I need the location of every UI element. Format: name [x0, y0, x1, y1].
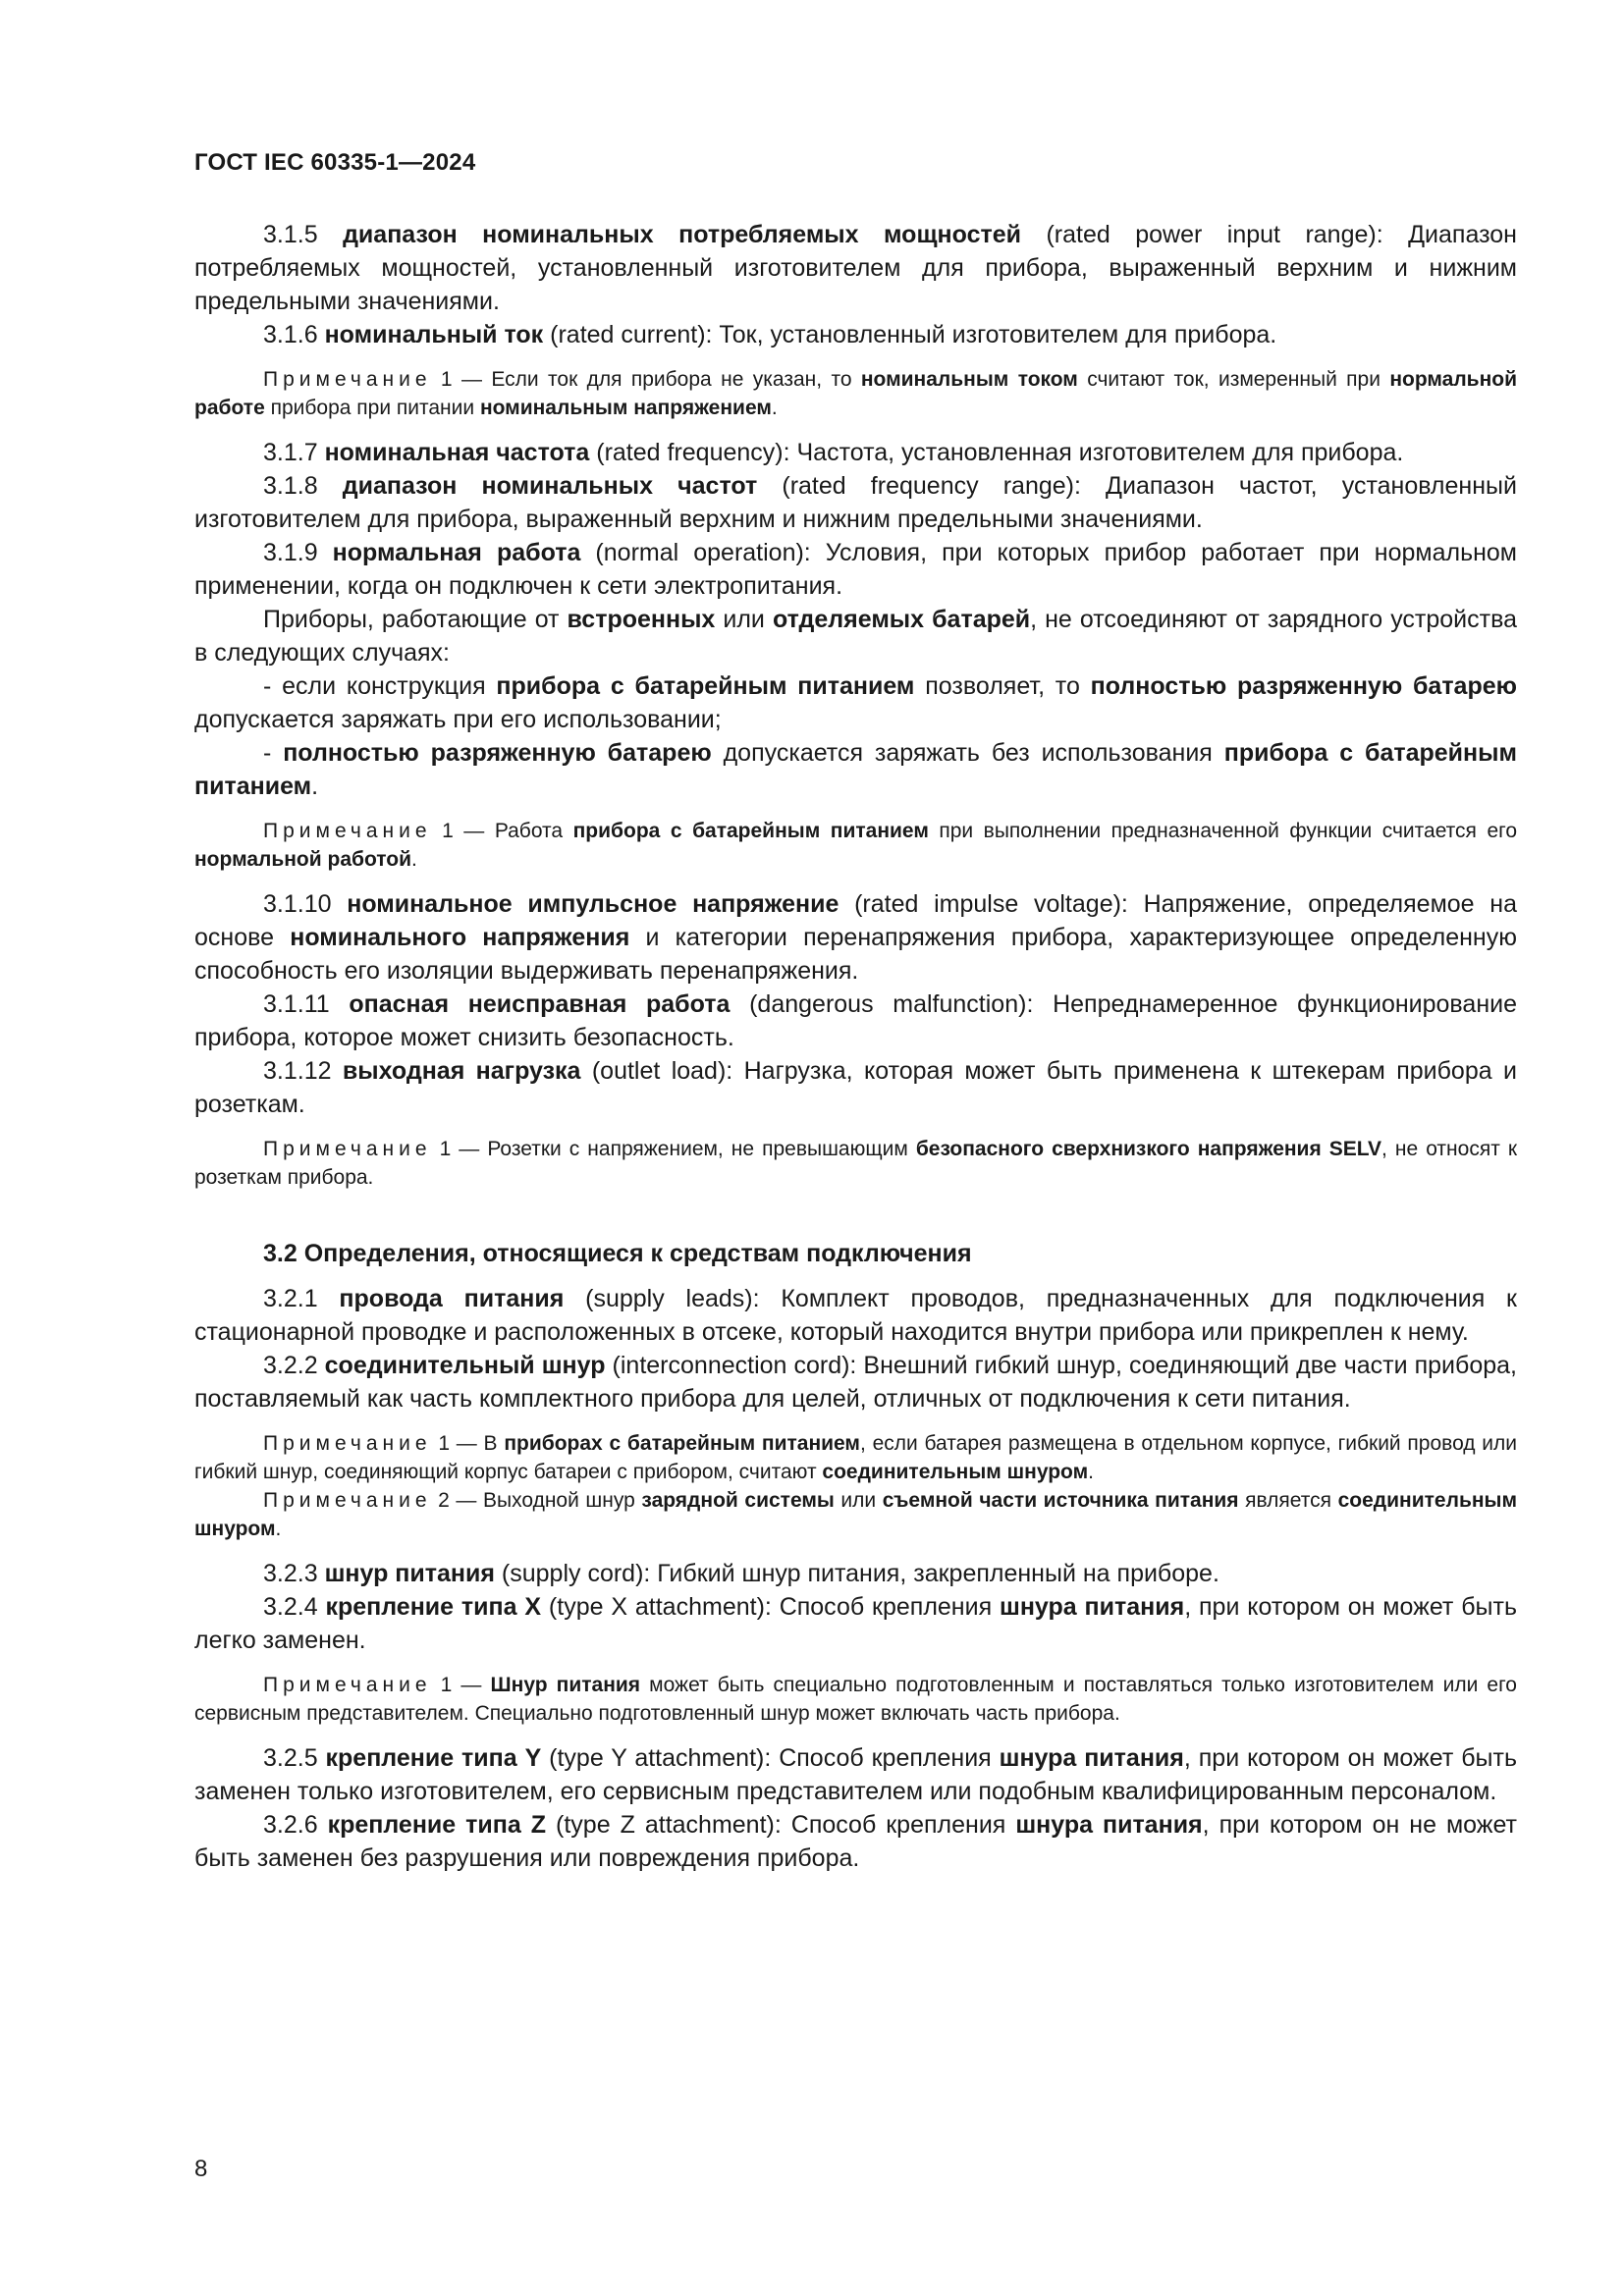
text-run: (rated frequency range): Диапазон частот, установленный изготовителем для прибора, выраженный верхним и нижним предельными значениями. [194, 472, 1517, 533]
text-run: Если ток для прибора не указан, то [491, 368, 861, 391]
text-run: (supply cord): Гибкий шнур питания, закрепленный на приборе. [494, 1560, 1219, 1587]
text-run: Работа [494, 820, 573, 842]
document-body [194, 218, 1517, 1875]
text-run: 3.2.2 [263, 1352, 325, 1379]
text-run: (rated frequency): Частота, установленная изготовителем для прибора. [589, 439, 1404, 466]
text-run: (interconnection cord): Внешний гибкий шнур, соединяющий две части прибора, поставляемый как часть комплектного прибора для целей, отличных от подключения к сети питания. [194, 1352, 1517, 1413]
definition-paragraph [194, 887, 1517, 988]
defined-term: прибора с батарейным питанием [496, 672, 915, 700]
text-run: - если конструкция [263, 672, 497, 700]
defined-term: номинальная частота [324, 439, 590, 466]
definition-paragraph [194, 1282, 1517, 1349]
note-number: 1 [431, 1138, 452, 1160]
text-run: 3.2.5 [263, 1744, 326, 1772]
text-run: В [483, 1432, 505, 1455]
text-run: 3.1.5 [263, 221, 344, 248]
defined-term: номинальное импульсное напряжение [347, 890, 839, 918]
text-run: 3.1.6 [263, 321, 325, 348]
defined-term: шнура питания [1015, 1811, 1203, 1839]
note-label: Примечание [263, 1432, 432, 1455]
text-run: 3.1.12 [263, 1057, 343, 1085]
note-label: Примечание [263, 820, 432, 842]
defined-term: шнура питания [999, 1744, 1184, 1772]
defined-term: прибора с батарейным питанием [194, 739, 1517, 800]
definition-paragraph [194, 218, 1517, 318]
note-number: 1 [431, 820, 454, 842]
text-run: Розетки с напряжением, не превышающим [487, 1138, 916, 1160]
note-paragraph: Примечание 1 — Розетки с напряжением, не превышающим безопасного сверхнизкого напряжения SELV, не относят к розеткам прибора. [194, 1138, 1518, 1189]
note-number: 1 [431, 1432, 451, 1455]
text-run: может быть специально подготовленным и поставляться только изготовителем или его сервисным представителем. Специально подготовленный шнур может включать часть прибора. [194, 1674, 1517, 1725]
defined-term: встроенных [567, 606, 716, 633]
definition-paragraph [194, 736, 1517, 803]
text-run: (dangerous malfunction): Непреднамеренное функционирование прибора, которое может снизить безопасность. [194, 990, 1517, 1051]
text-run: (rated impulse voltage): Напряжение, определяемое на основе [194, 890, 1518, 951]
defined-term: зарядной системы [641, 1489, 835, 1512]
defined-term: крепление типа X [325, 1593, 542, 1621]
note-number: 2 [431, 1489, 450, 1512]
defined-term: соединительным шнуром [822, 1461, 1089, 1483]
text-run: (rated power input range): Диапазон потребляемых мощностей, установленный изготовителем для прибора, выраженный верхним и нижним предельными значениями. [194, 221, 1517, 315]
defined-term: съемной части источника питания [882, 1489, 1239, 1512]
page-number: 8 [194, 2156, 208, 2182]
text-run: 3.2.3 [263, 1560, 325, 1587]
note-paragraph: Примечание 1 — Если ток для прибора не указан, то номинальным током считают ток, измеренный при нормальной работе прибора при питании номинальным напряжением. [194, 368, 1518, 419]
defined-term: соединительным шнуром [194, 1489, 1518, 1540]
text-run: или [715, 606, 773, 633]
section-heading: 3.2 Определения, относящиеся к средствам подключения [263, 1240, 972, 1267]
defined-term: номинального напряжения [290, 924, 630, 951]
defined-term: номинальный ток [324, 321, 544, 348]
note-label: Примечание [263, 1138, 432, 1160]
defined-term: шнур питания [324, 1560, 495, 1587]
defined-term: опасная неисправная работа [349, 990, 731, 1018]
text-run: , при котором он может быть легко заменен. [194, 1593, 1517, 1654]
note-paragraph: Примечание 1 — Шнур питания может быть специально подготовленным и поставляться только изготовителем или его сервисным представителем. Специально подготовленный шнур может включать часть прибора. [194, 1674, 1517, 1725]
defined-term: приборах с батарейным питанием [504, 1432, 860, 1455]
text-run: , не относят к розеткам прибора. [194, 1138, 1518, 1189]
note-number: 1 [431, 368, 453, 391]
text-run: (supply leads): Комплект проводов, предназначенных для подключения к стационарной проводке и расположенных в отсеке, который находится внутри прибора или прикреплен к нему. [194, 1285, 1517, 1346]
text-run: допускается заряжать без использования [711, 739, 1224, 767]
definition-paragraph [194, 1741, 1517, 1808]
text-run: прибора при питании [264, 397, 480, 419]
note-paragraph: Примечание 1 — Работа прибора с батарейным питанием при выполнении предназначенной функции считается его нормальной работой. [194, 820, 1517, 871]
definition-paragraph [194, 1054, 1517, 1121]
defined-term: выходная нагрузка [342, 1057, 581, 1085]
text-run: и категории перенапряжения прибора, характеризующее определенную способность его изоляции выдерживать перенапряжения. [194, 924, 1517, 985]
note-label: Примечание [263, 368, 432, 391]
document-header-title: ГОСТ IEC 60335-1—2024 [194, 149, 476, 176]
text-run: , если батарея размещена в отдельном корпусе, гибкий провод или гибкий шнур, соединяющий корпус батареи с прибором, считают [194, 1432, 1518, 1483]
defined-term: диапазон номинальных потребляемых мощностей [343, 221, 1022, 248]
note-paragraph: Примечание 2 — Выходной шнур зарядной системы или съемной части источника питания является соединительным шнуром. [194, 1489, 1518, 1540]
text-run: при выполнении предназначенной функции считается его [928, 820, 1517, 842]
defined-term: крепление типа Z [327, 1811, 547, 1839]
text-run: Приборы, работающие от [263, 606, 568, 633]
text-run: (normal operation): Условия, при которых прибор работает при нормальном применении, когда он подключен к сети электропитания. [194, 539, 1517, 600]
text-run: . [1088, 1461, 1094, 1483]
text-run: 3.2.6 [263, 1811, 328, 1839]
text-run: , при котором он может быть заменен только изготовителем, его сервисным представителем или подобным квалифицированным персоналом. [194, 1744, 1517, 1805]
text-run: допускается заряжать при его использовании; [194, 706, 722, 733]
text-run: 3.2.4 [263, 1593, 326, 1621]
text-run: 3.1.7 [263, 439, 325, 466]
note-label: Примечание [263, 1674, 432, 1696]
definition-paragraph [194, 1590, 1517, 1657]
note-number: 1 [431, 1674, 453, 1696]
definition-paragraph [194, 1808, 1517, 1875]
text-run: (type X attachment): Способ крепления [541, 1593, 1000, 1621]
definition-paragraph [194, 1349, 1517, 1415]
text-run: . [275, 1518, 282, 1540]
definition-paragraph [194, 669, 1517, 736]
text-run: позволяет, то [914, 672, 1091, 700]
text-run: или [834, 1489, 883, 1512]
text-run: . [771, 397, 778, 419]
text-run: (outlet load): Нагрузка, которая может быть применена к штекерам прибора и розеткам. [194, 1057, 1517, 1118]
text-run: . [411, 848, 417, 871]
text-run: 3.1.8 [263, 472, 343, 500]
definition-paragraph [194, 436, 1517, 469]
defined-term: номинальным током [860, 368, 1078, 391]
defined-term: нормальной работе [194, 368, 1518, 419]
text-run: (rated current): Ток, установленный изготовителем для прибора. [543, 321, 1277, 348]
note-paragraph: Примечание 1 — В приборах с батарейным питанием, если батарея размещена в отдельном корпусе, гибкий провод или гибкий шнур, соединяющий корпус батареи с прибором, считают соединительным шнуром. [194, 1432, 1518, 1483]
text-run: , не отсоединяют от зарядного устройства в следующих случаях: [194, 606, 1517, 667]
defined-term: полностью разряженную батарею [1090, 672, 1517, 700]
definition-paragraph [194, 603, 1517, 669]
defined-term: номинальным напряжением [479, 397, 772, 419]
text-run: 3.2.1 [263, 1285, 340, 1312]
text-run: , при котором он не может быть заменен без разрушения или повреждения прибора. [194, 1811, 1518, 1872]
definition-paragraph [194, 318, 1517, 351]
text-run: Выходной шнур [483, 1489, 642, 1512]
text-run: является [1238, 1489, 1338, 1512]
defined-term: провода питания [339, 1285, 565, 1312]
definition-paragraph [194, 988, 1517, 1054]
note-label: Примечание [263, 1489, 432, 1512]
defined-term: крепление типа Y [325, 1744, 542, 1772]
text-run: - [263, 739, 284, 767]
defined-term: диапазон номинальных частот [342, 472, 758, 500]
text-run: 3.1.10 [263, 890, 348, 918]
defined-term: нормальной работой [194, 848, 412, 871]
defined-term: нормальная работа [332, 539, 581, 566]
text-run: считают ток, измеренный при [1077, 368, 1390, 391]
definition-paragraph [194, 469, 1517, 536]
defined-term: Шнур питания [490, 1674, 641, 1696]
text-run: 3.1.9 [263, 539, 333, 566]
text-run: 3.1.11 [263, 990, 350, 1018]
definition-paragraph [194, 1557, 1517, 1590]
text-run: . [311, 773, 319, 800]
defined-term: полностью разряженную батарею [283, 739, 712, 767]
defined-term: шнура питания [999, 1593, 1185, 1621]
text-run: (type Y attachment): Способ крепления [541, 1744, 1000, 1772]
defined-term: прибора с батарейным питанием [572, 820, 929, 842]
defined-term: безопасного сверхнизкого напряжения SELV [915, 1138, 1382, 1160]
definition-paragraph [194, 536, 1517, 603]
defined-term: соединительный шнур [324, 1352, 606, 1379]
defined-term: отделяемых батарей [772, 606, 1031, 633]
text-run: (type Z attachment): Способ крепления [546, 1811, 1016, 1839]
